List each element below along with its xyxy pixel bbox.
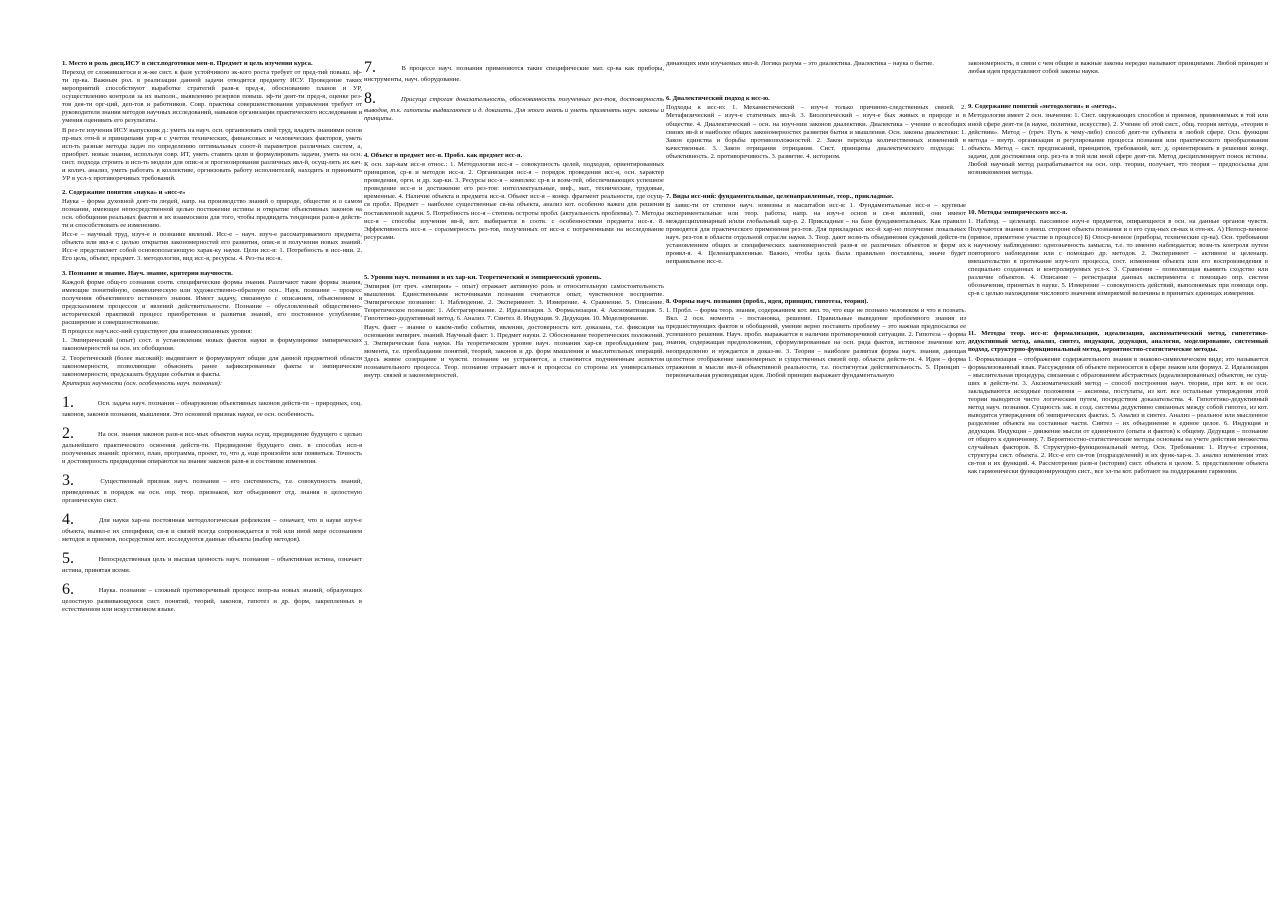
spacer	[364, 126, 664, 152]
spacer	[968, 77, 1268, 103]
section-9	[968, 103, 1268, 176]
numbered-item	[62, 512, 362, 544]
paragraph: Науч. факт – знание о каком-либо событии, явлении, достоверность кот. доказана, т.е. фиксация на основании эмпирич. знаний. Научный факт: 1. Предмет науки. 2. Обоснование теоретических положений. 3. Эмпирическая база науки. На теоретическом уровне науч. познания хар-ся преобладанием рац. момента, т.е. преобладание понятий, теорий, законов и др. форм мышления и мыслительных операций. Здесь живое созерцание и чувств. познание не устраняется, а становится подчиненным аспектом познавательного процесса. Теор. познание отражает явл-я и процессы со стороны их универсальных внутр. связей и закономерностей.	[364, 324, 664, 380]
item-text: В процессе науч. познания применяются такие специфические мат. ср-ва как приборы, инструменты, науч. оборудование.	[364, 65, 664, 83]
item-text: Для науки хар-на постоянная методологическая рефлексия – означает, что в науке изуч-е объекта, выявл-е их специфики, св-в и связей всегда сопровождается в той или иной мере осознанием методов и приемов, посредством кот. исследуются данные объекты (выбор методов).	[62, 517, 362, 544]
section-heading: 6. Диалектический подход к исс-ю.	[666, 95, 770, 103]
section-3	[62, 270, 362, 388]
paragraph: В процессе науч.исс-ний существуют два взаимосвязанных уровня:	[62, 328, 253, 336]
numbered-item	[62, 395, 362, 419]
paragraph: Переход от сложившегося в ж-же сист. к фазе устойчивого эк-кого роста требует от пред-тий повыш. эф-ти пр-ва. Важным рол. в реализации данной задачи отводится предмету ИСУ. Проведение таких мероприятий способствуют выработке стратегий разв-я пред-я, обоснованию планов и УР, осуществлению контроля за их выполн., выявлению резервов повыш. эф-ти деят-ти пред-я, оценке рез-тов дея-ти орг-ций, деп-тов и работников. Совр. практика совершенствования управления требует от руководителя знания методов научных исследований, навыков организации практического исследования и умения оценивать его результаты.	[62, 69, 362, 125]
section-heading: 4. Объект и предмет исс-я. Пробл. как предмет исс-я.	[364, 152, 523, 160]
spacer	[666, 167, 966, 193]
spacer	[968, 183, 1268, 209]
spacer	[364, 248, 664, 274]
paragraph: 1. Пробл. – форма теор. знания, содержанием кот. явл. то, что еще не познано человеком и что я познать. Вкл. 2 осн. момента - постановка, решение. Правильные выведение проблемного знания из предшествующих фактов и обобщений, умение верно поставить проблему – это важная предпосылка ее успешного решения. Науч. пробл. выражается в наличии противоречивой ситуации. 2. Гипотеза – форма знания, содержащая предположения, сформулированные на осн. ряда фактов, истинное значение кот. неопределенно и нуждается в доказ-ве. 3. Теория – наиболее развитая форма науч. знания, дающая целостное отображение закономерных и существенных связей опр. области действ-ти. 4. Идея – форма отражения в мысли явл-й объективной реальности, т.е. постигнутая действительность. 5. Принцип – первоначальная руководящая идея. Любой принцип выражает фундаментальную	[666, 307, 966, 379]
item-text: Существенный признак науч. познания – его системность, т.е. совокупность знаний, приведенных в порядок на осн. опр. теор. признаков, кот объединяют отд. знания в целостную органическую сист.	[62, 478, 362, 505]
paragraph: Критерии научности (осн. особенность науч. познания):	[62, 379, 223, 387]
section-2	[62, 189, 362, 264]
numbered-item	[62, 582, 362, 614]
item-text: Наука. познание – сложный противоречивый процесс вопр-ва новых знаний, образующих целостную развивающуюся сист. понятий, теорий, законов, гипотез и др. форм, закрепленных в естественном или искусственном языке.	[62, 587, 362, 614]
paragraph: 1. Наблюд. – целенапр. пассивное изуч-е предметов, опирающееся в осн. на данные органов чувств. Получаются знания о внеш. стороне объекта познания и о его сущ-ных св-вах и отн-ях. А) Непоср-венное (прямое, приметное участие в процессе) Б) Опоср-венное (приборы, технические ср-ва). Осн. требования к научному наблюдению: однозначность замысла, т.е. то именно наблюдается; возм-ть контроля путем повторного наблюдения или с помощью др. методов. 2. Эксперимент – активное и целенапр. вмешательство в протекание изуч-ого процесса, сост. изменения объекта или его воспроизведения в специально созданных и контролируемых усл-х. 3. Сравнение – позволяющая выявить сходство или различие объектов. 4. Описание – регистрация данных эксперимента с помощью опр. систем обозначения, принятых в науке. 5. Измерение – совокупность действий, выполняемых при помощи опр. ср-в с целью нахождения числового значения измеряемой величины в принятых единицах измерения.	[968, 217, 1268, 298]
section-heading: 1. Место и роль дисц.ИСУ в сист.подготовки мен-в. Предмет и цель изучения курса.	[62, 60, 313, 67]
item-number: 6.	[62, 581, 74, 599]
paragraph: 1. Эмпирический (опыт) сост. в установлении новых фактов науки и формулировке эмпирических закономерностей на осн. их обобщения.	[62, 337, 362, 353]
paragraph: Исс-е – научный труд, изуч-е и познание явлений. Исс-е – науч. изуч-е рассматриваемого предмета, объекта или явл-я с целью открытия закономерностей его развития, опис-я и получения новых знаний. Исс-е представляет собой основополагающую харак-ку науки. Цели исс-я: 1. Потребность в исс-нии. 2. Его цель, объект, предмет. 3. методологии, вид исс-я, ресурсы. 4. Рез-ты исс-я.	[62, 231, 362, 263]
section-heading: 10. Методы эмпирического исс-я.	[968, 208, 1068, 216]
paragraph: В завис-ти от степени науч. новизны и масштабов исс-я: 1. Фундаментальные исс-я – крупные экспериментальные или теор. работы, напр. на изуч-е основ и св-в явлений, они имеют междисциплинарный и/или глобальный хар-р. 2. Прикладные – на базе фундаментальных. Как правило проводятся для практического применения рез-тов. Для прикладных исс-й хар-но получение локальных науч. рез-тов в области отдельной отрасли науки. 3. Теор. дают возм-ть объединения суждений действ-ти установлением общих и специфических закономерностей разв-я ее различных объектов и форм их проявл-я. 4. Целенаправленные. Важно, чтобы цель была правильно поставлена, иначе будет неправильное исс-е.	[666, 201, 966, 266]
paragraph: В рез-те изучения ИСУ выпускник д.: уметь на науч. осн. организовать свой труд, владеть знаниями основ пр-вых отн-й и принципами упр-я с учетом технических, финансовых и человеческих факторов, уметь исп-ть разные методы задач по определению оптимальных сооот-й параметров различных систем, а, приобрет. новые знания, используя совр. ИТ, уметь ставить цели и формулировать задачи, уметь на осн. сист. подхода строить и исп-ть модели для опис-я и прогнозирования различных явл-й, осущ-лять их кач. и колич. анализ, уметь работать в коллективе, оргнизовать работу исполнителей, находить и принимать УР в усл-х противоречивых требований.	[62, 126, 362, 182]
numbered-item	[364, 60, 664, 84]
section-11	[968, 330, 1268, 476]
paragraph: закономерность, в связи с чем общие и важные законы нередко называют принципами. Любой принцип и любая идея представляют собой законы науки.	[968, 60, 1268, 76]
section-7	[666, 193, 966, 266]
numbered-item	[62, 473, 362, 505]
numbered-item	[62, 426, 362, 466]
spacer	[666, 272, 966, 298]
paragraph: динающих ими изучаемых явл-й. Логика разума – это диалектика. Диалектика – наука о бытие.	[666, 60, 934, 67]
numbered-item	[364, 91, 664, 123]
spacer	[968, 304, 1268, 330]
item-text: Осн. задача науч. познания – обнаружение объективных законов действ-ти – природных, соц. законов, законов познания, мышления. Это основной признак науки, ее осн. особенность.	[62, 399, 362, 418]
column-3	[666, 60, 966, 887]
section-heading: 3. Познание и знание. Науч. знание, критерии научности.	[62, 269, 233, 277]
section-10	[968, 209, 1268, 299]
numbered-item	[62, 551, 362, 575]
item-number: 5.	[62, 550, 74, 568]
paragraph: К осн. хар-кам исс-я относ.: 1. Методология исс-я – совокупность целей, подходов, ориентированных принципов, ср-в и методов исс-я. 2. Организация исс-я – порядок проведения исс-я, осн. характер проведения, оргн. и др. хар-ки. 3. Ресурсы исс-я – комплекс ср-в и возм-тей, обеспечивающих успешное проведение исс-я и достижение его рез-тов: интеллектуальные, инф., мат., технические, трудовые, временные. 4. Наличие объекта и предмета исс-я. Объект исс-я – конкр. фрагмент реальности, где осущ-ся пробл. Предмет – наиболее существенные св-ва объекта, анализ кот. особенно важен для решения поставленной задачи. 5. Потребность исс-я – степень остроты пробл. (актуальность проблемы). 7. Методы исс-я – способы изучения яв-й, кот. выбирается в соотв. с особенностями предмета исс-я. 8. Эффективность исс-я – соразмерность рез-тов, полученных от исс-я с потраченными на исследование ресурсами.	[364, 161, 664, 241]
section-heading: 9. Содержание понятий «методология» и «метод».	[968, 103, 1117, 111]
section-5	[364, 274, 664, 381]
item-text: Непосредственная цель и высшая ценность науч. познания – объективная истина, означает истина, принятая всеми.	[62, 556, 362, 575]
paragraph: Эмпирия (от греч. «эмпирия» – опыт) отражает активную роль и относительную самостоятельность мышления. Единственными источниками познания считаются опыт, чувственное восприятие. Эмпирическое познание: 1. Наблюдение. 2. Эксперимент. 3. Измерение. 4. Сравнение. 5. Описание. Теоретическое познание: 1. Абстрагирование. 2. Идеализация. 3. Формализация. 4. Аксиоматизация. 5. Гипотетико-дедуктивный метод. 6. Анализ. 7. Синтез. 8. Индукция. 9. Дедукция. 10. Моделирование.	[364, 282, 664, 322]
item-number: 2.	[62, 424, 74, 442]
section-6	[666, 95, 966, 160]
item-number: 4.	[62, 511, 74, 529]
section-heading: 5. Уровни науч. познания и их хар-ки. Теоретический и эмпирический уровень.	[364, 273, 602, 281]
item-number: 7.	[364, 60, 376, 76]
paragraph: Подходы к исс-ю: 1. Механистический – изуч-е только причинно-следственных связей. 2. Метафизический – изуч-е статичных явл-й. 3. Биологический – изуч-е бых живых в природе и в обществе. 4. Диалектический – осн. на изуч-нии законов диалектики. Диалектика – учение о всеобщих связях яв-й и наиболее общих закономерностях развития бытия и мышления. Осн. законы диалектики: 1. Закон единства и борьбы противоположностей. 2. Закон перехода количественных изменений в качественные. 3. Закон отрицания отрицания. Сист. принципы диалектического подхода: 1. объективность. 2. противоречивость. 3. развитие. 4. историзм.	[666, 104, 966, 160]
section-heading: 7. Виды исс-ний: фундаментальные, целенаправленные, теор., прикладные.	[666, 192, 894, 200]
section-1	[62, 60, 362, 183]
spacer	[666, 69, 966, 95]
section-4	[364, 152, 664, 242]
column-4	[968, 60, 1268, 887]
section-heading: 11. Методы теор. исс-я: формализация, идеализация, аксиоматический метод, гипотетико-дедуктивный метод, анализ, синтез, индукция, дедукция, аналогия, моделирование, системный подход, структурно-функциональный метод, вероятностно-статистические методы.	[968, 330, 1268, 354]
item-number: 3.	[62, 472, 74, 489]
section-8	[666, 298, 966, 380]
section-heading: 2. Содержание понятия «наука» и «исс-е»	[62, 188, 186, 196]
item-text: На осн. знания законов разв-я исс-мых объектов наука осущ. предвидение будущего с целью дальнейшего практического освоения действ-ти. Предвидение будущего связ. в способах исп-я полученных знаний: прогноз, план, программа, проект, то, что д. еще произойти или появиться. Точность и достоверность предвидения опираются на знание законов разв-я и состояние изменения.	[62, 430, 362, 465]
column-1	[62, 60, 362, 887]
paragraph: 2. Теоретический (более высокий): выдвигают и формулируют общие для данной предметной области закономерности, позволяющие объяснить ранее зафиксированные факты и эмпирические закономерности, предсказать будущие события и факты.	[62, 354, 362, 378]
paragraph: Наука – форма духовной деят-ти людей, напр. на производство знаний о природе, обществе и о самом познании, имеющее непосредственной целью постижение истины и открытие объективных законов на осн. обобщения реальных фактов в их взаимосвязи для того, чтобы предвидеть тенденции разв-я действ-ти и способствовать ее изменению.	[62, 198, 362, 230]
section-heading: 8. Формы науч. познания (пробл., идея, принцип, гипотеза, теория).	[666, 298, 869, 306]
paragraph: Методология имеет 2 осн. значения: 1. Сист. окружающих способов и приемов, применяемых в той или иной сфере деят-ти (в науке, политике, искусстве). 2. Учение об этой сист., общ. теория метода, «теория в действии». Метод – (греч. Путь к чему-либо) способ деят-ти субъекта в любой сфере. Осн. функция метода – внутр. организация и регулирование процесса познания или практического преобразования объекта. Метод – сист. предписаний, принципов, требований, кот. д. ориентировать в решении конкр. задачи, для достижения опр. рез-та в той или иной сфере деят-ти. Метод дисциплинирует поиск истины. Любой научный метод разрабатывается на осн. опр. теории, получает, что теория – предпосылка для возникновения метода.	[968, 112, 1268, 176]
paragraph: Каждой форме общ-го сознания соотв. специфические формы знания. Различают такие формы знания, имеющие понятийную, символическую или художественно-образную осн.. Наук. познание – процесс получения объективного истинного знания. Имеет задачу, связанную с описанием, объяснением и предсказанием процессов и явлений действительности. Познание – обусловленный общественно-исторической практикой процесс приобретения и развития знаний, его постоянное углубление, расширение и совершенствование.	[62, 278, 362, 326]
item-number: 8.	[364, 90, 376, 108]
column-2	[364, 60, 664, 887]
paragraph: 1. Формализация – отображение содержательного знания в знаково-символическом виде; это называется формализованный язык. Рассуждения об объекте переносятся в сфере знаков или формул. 2. Идеализация – мыслительная процедура, связанная с образованием абстрактных (идеализированных) объектов, не сущ-ших в действ-ти. 3. Аксиоматический метод – способ построения науч. теории, при кот. в ее осн. закладываются исходные положения – аксиомы, постулаты, из кот. все остальные утверждения этой теории выводятся чисто логическим путем, посредством доказательства. 4. Гипотетико-дедуктивный метод науч. познания. Сущность зак. в созд. системы дедуктивно связанных между собой гипотез, из кот. выводятся утверждения об эмпирических фактах. 5. Анализ и синтез. Анализ – реальное или мысленное разделение объекта на составные части. Синтез – их объединение в единое целое. 6. Индукция и дедукция. Индукция – движение мысли от единичного (опыта и фактов) к общему. Дедукция – познание от общего к единичному. 7. Вероятностно-статистические методы основаны на учете действия множества случайных факторов. 8. Структурно-функциональный метод. Осн. Требования: 1. Изуч-е строения, структуры сист. объекта. 2. Исс-е его св-тов (подразделений) и их функ-хар-к. 3. анализ изменения этих св-тов и их функций. 4. Рассмотрение разв-я (истории) сист. объекта в целом. 5. представление объекта как гармонически функционирующую сист., все эл-ты кот. работают на поддержание гармонии.	[968, 355, 1268, 475]
item-text: Присуща строгая доказательность, обоснованность полученных рез-тов, достоверность выводов, т.к. гипотезы выдвигаются и д. доказать. Для этого знать и уметь применять науч. законы и принципы.	[364, 96, 664, 123]
item-number: 1.	[62, 393, 74, 411]
